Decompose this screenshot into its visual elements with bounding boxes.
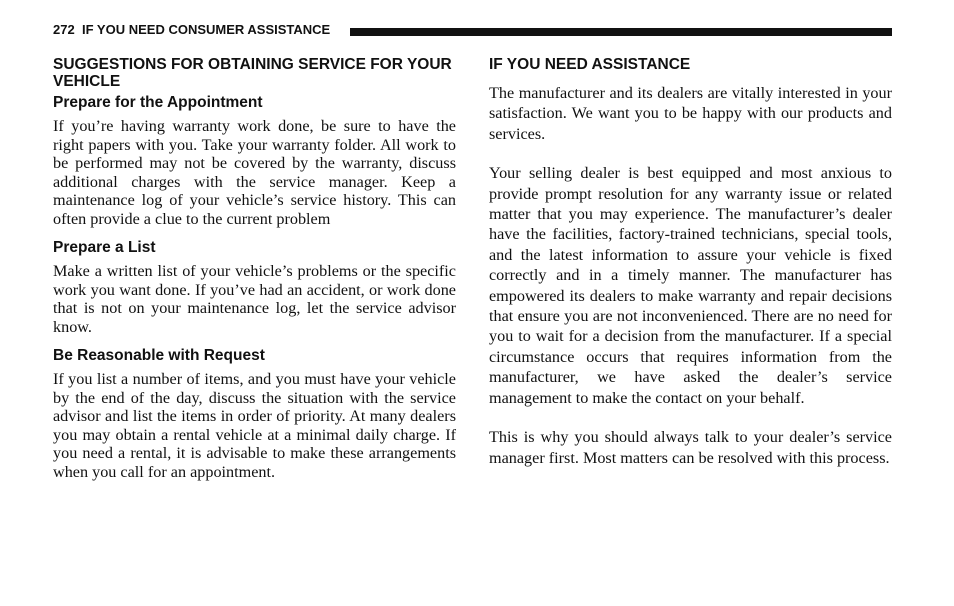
subheading-prepare-list: Prepare a List <box>53 239 156 256</box>
page-header <box>53 21 892 39</box>
paragraph-assistance-2: Your selling dealer is best equipped and most anxious to provide prompt resolution for any warranty issue or related matter that you may experience. The manufacturer’s dealer have the facilities, factory-trained technicians, special tools, and the latest information to assure your vehicle is fixed correctly and in a timely manner. The manufacturer has empowered its dealers to make warranty and repair decisions that ensure you are not inconvenienced. There are no need for you to wait for a decision from the manufacturer. If a special circumstance occurs that requires information from the manufacturer, we have asked the dealer’s service management to make the contact on your behalf. <box>489 164 892 407</box>
paragraph-prepare-appointment: If you’re having warranty work done, be sure to have the right papers with you. Take your warranty folder. All work to be performed may not be covered by the warranty, discuss additional charges with the service manager. Keep a maintenance log of your vehicle’s service history. This can often provide a clue to the current problem <box>53 117 456 228</box>
subheading-prepare-appointment: Prepare for the Appointment <box>53 94 263 111</box>
paragraph-assistance-3: This is why you should always talk to your dealer’s service manager first. Most matters can be resolved with this process. <box>489 428 892 467</box>
right-column <box>489 56 892 468</box>
paragraph-be-reasonable: If you list a number of items, and you must have your vehicle by the end of the day, discuss the situation with the service advisor and list the items in order of priority. At many dealers you may obtain a rental vehicle at a minimal daily charge. If you need a rental, it is advisable to make these arrangements when you call for an appointment. <box>53 370 456 481</box>
assistance-heading: IF YOU NEED ASSISTANCE <box>489 56 691 73</box>
paragraph-assistance-1: The manufacturer and its dealers are vitally interested in your satisfaction. We want you to be happy with our products and services. <box>489 84 892 143</box>
subheading-be-reasonable: Be Reasonable with Request <box>53 347 265 364</box>
header-rule <box>350 28 892 36</box>
running-head: IF YOU NEED CONSUMER ASSISTANCE <box>82 22 331 37</box>
paragraph-prepare-list: Make a written list of your vehicle’s problems or the specific work you want done. If you’ve had an accident, or work done that is not on your maintenance log, let the service advisor know. <box>53 262 456 336</box>
page-number: 272 <box>53 22 75 37</box>
left-column <box>53 56 456 481</box>
section-title: SUGGESTIONS FOR OBTAINING SERVICE FOR YOUR VEHICLE <box>53 56 452 90</box>
